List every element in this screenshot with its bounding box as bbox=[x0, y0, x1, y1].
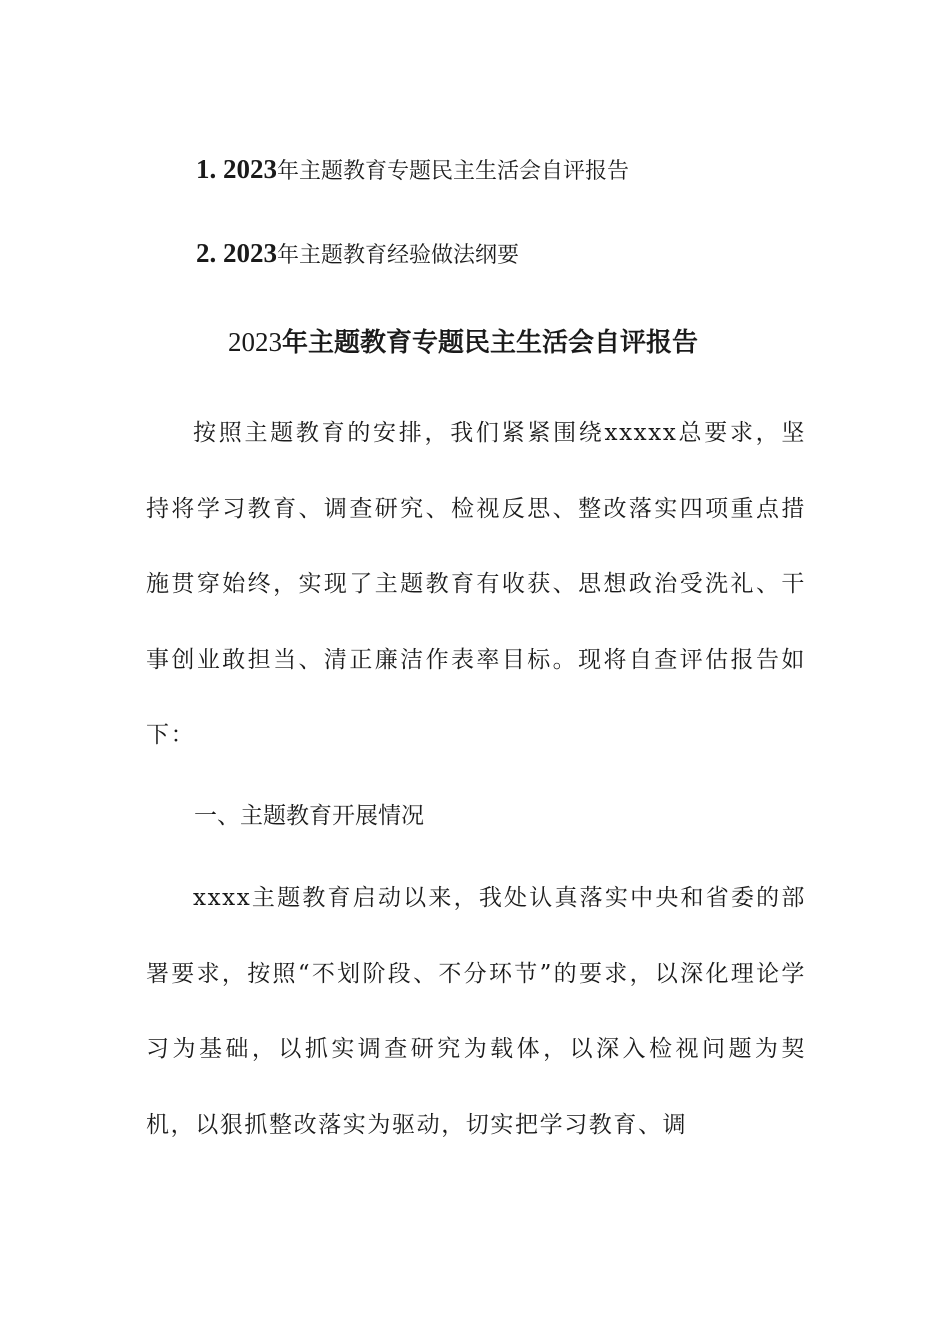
document-title bbox=[228, 322, 698, 363]
document-title-year: 2023 bbox=[228, 327, 282, 357]
toc-item-2-number: 2. 2023 bbox=[196, 238, 277, 268]
toc-item-1-text: 年主题教育专题民主生活会自评报告 bbox=[277, 159, 630, 184]
section-heading-1: 一、主题教育开展情况 bbox=[194, 803, 424, 829]
toc-item-1-number: 1. 2023 bbox=[196, 154, 277, 184]
toc-item-1 bbox=[196, 153, 629, 188]
toc-item-2-text: 年主题教育经验做法纲要 bbox=[277, 243, 520, 268]
intro-paragraph: 按照主题教育的安排，我们紧紧围绕xxxxx总要求，坚持将学习教育、调查研究、检视反思、整改落实四项重点措施贯穿始终，实现了主题教育有收获、思想政治受洗礼、干事创业敢担当、清正廉洁作表率目标。现将自查评估报告如下： bbox=[146, 420, 806, 748]
document-title-text: 年主题教育专题民主生活会自评报告 bbox=[282, 328, 699, 358]
toc-item-2 bbox=[196, 237, 519, 272]
body-paragraph: xxxx主题教育启动以来，我处认真落实中央和省委的部署要求，按照“不划阶段、不分环节”的要求，以深化理论学习为基础，以抓实调查研究为载体，以深入检视问题为契机，以狠抓整改落实为驱动，切实把学习教育、调 bbox=[146, 885, 806, 1138]
